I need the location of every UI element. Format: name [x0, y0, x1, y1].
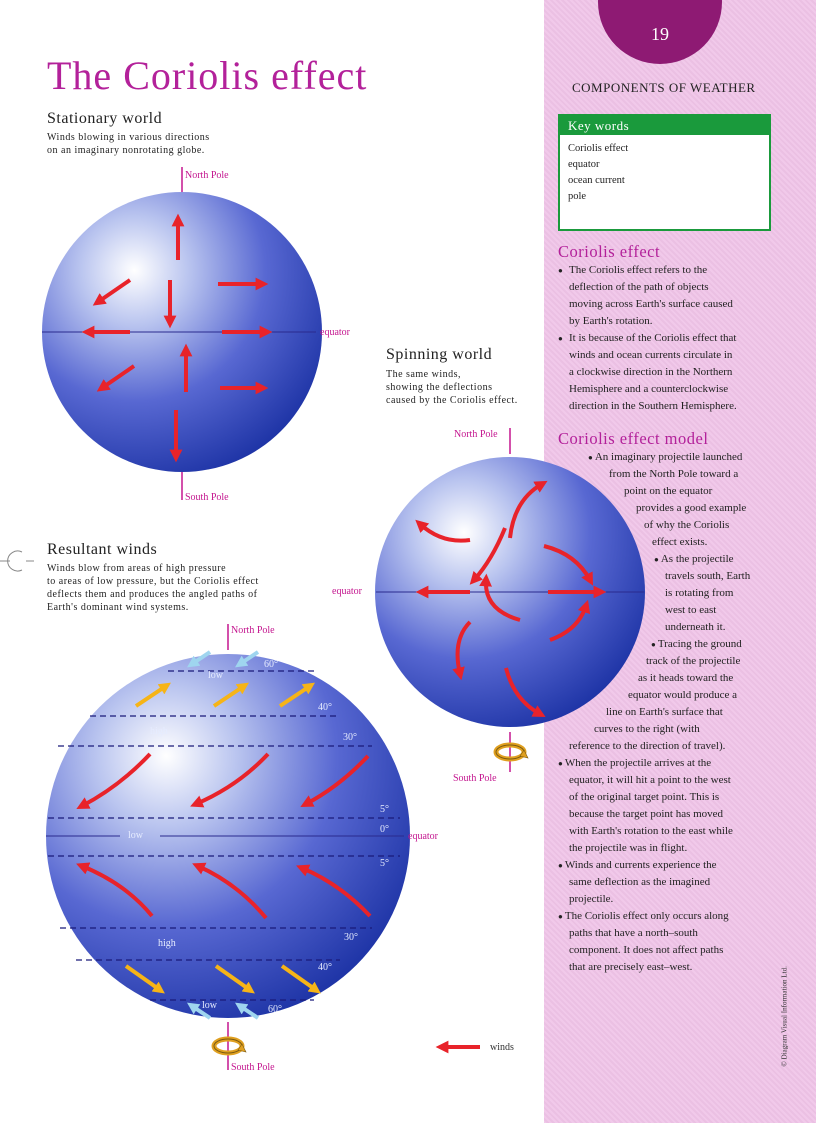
latitude-label: 40°	[318, 962, 332, 973]
pressure-high-label: high	[158, 938, 176, 949]
model-heading: Coriolis effect model	[558, 429, 709, 448]
section-title: COMPONENTS OF WEATHER	[572, 80, 756, 95]
pressure-low-label: low	[208, 670, 223, 681]
rotation-arrow-icon	[496, 745, 528, 759]
resultant-north-pole-label: North Pole	[231, 625, 275, 636]
pressure-high-label: high	[150, 726, 168, 737]
latitude-label: 5°	[380, 858, 389, 869]
spinning-north-pole-label: North Pole	[454, 429, 498, 440]
resultant-heading: Resultant winds	[47, 541, 158, 558]
stationary-north-pole-label: North Pole	[185, 170, 229, 181]
model-text: ● An imaginary projectile launched from the North Pole toward a point on the equator provides a good example of why the Coriolis effect exists. ● As the projectile travels south, Earth is rotating from west to east underneath it. ● Tracing the ground track of the projectile as it heads toward the equator would produce a line on Earth's surface that curves to the right (with reference to the direction of travel). ● When the projectile arrives at the equator, it will hit a point to the west of the original target point. This is because the target point has moved with Earth's rotation to the east while the projectile was in flight. ● Winds and currents experience the same deflection as the imagined projectile. ● The Coriolis effect only occurs along paths that have a north–south component. It does not affect paths that are precisely east–west.	[558, 451, 751, 973]
latitude-label: 60°	[268, 1004, 282, 1015]
copyright-text: © Diagram Visual Information Ltd.	[780, 966, 789, 1067]
latitude-label: 5°	[380, 804, 389, 815]
stationary-caption: Winds blowing in various directions on an imaginary nonrotating globe.	[47, 132, 210, 156]
pressure-low-label: low	[128, 830, 143, 841]
key-words-heading: Key words	[560, 116, 769, 135]
latitude-label: 30°	[344, 932, 358, 943]
legend-winds-label: winds	[490, 1042, 514, 1053]
latitude-label: 40°	[318, 702, 332, 713]
stationary-heading: Stationary world	[47, 110, 163, 127]
resultant-south-pole-label: South Pole	[231, 1062, 275, 1073]
keyword-item: pole	[568, 191, 587, 202]
resultant-equator-label: equator	[408, 831, 438, 842]
spinning-heading: Spinning world	[386, 346, 493, 363]
page-title: The Coriolis effect	[47, 53, 368, 98]
stationary-equator-label: equator	[320, 327, 350, 338]
spinning-caption: The same winds, showing the deflections caused by the Coriolis effect.	[386, 369, 518, 406]
coriolis-heading: Coriolis effect	[558, 242, 661, 261]
latitude-label: 30°	[343, 732, 357, 743]
spinning-equator-label: equator	[332, 586, 362, 597]
copyright-notice	[779, 940, 789, 1080]
registration-mark	[0, 551, 34, 571]
page-number: 19	[651, 24, 669, 44]
keyword-item: equator	[568, 159, 600, 170]
keyword-item: ocean current	[568, 175, 625, 186]
pressure-low-label: low	[202, 1000, 217, 1011]
spinning-south-pole-label: South Pole	[453, 773, 497, 784]
resultant-globe	[46, 624, 410, 1070]
rotation-arrow-icon	[214, 1039, 246, 1053]
keyword-item: Coriolis effect	[568, 143, 629, 154]
legend	[442, 1042, 514, 1053]
resultant-caption: Winds blow from areas of high pressure to areas of low pressure, but the Coriolis effect deflects them and produces the angled paths of Earth's dominant wind systems.	[47, 563, 259, 613]
latitude-label: 0°	[380, 824, 389, 835]
stationary-globe	[42, 167, 322, 500]
latitude-label: 60°	[264, 659, 278, 670]
stationary-south-pole-label: South Pole	[185, 492, 229, 503]
coriolis-text: ● The Coriolis effect refers to the deflection of the path of objects moving across Earth's surface caused by Earth's rotation. ● It is because of the Coriolis effect that winds and ocean currents circulate in a clockwise direction in the Northern Hemisphere and a counterclockwise direction in the Southern Hemisphere.	[558, 262, 770, 415]
